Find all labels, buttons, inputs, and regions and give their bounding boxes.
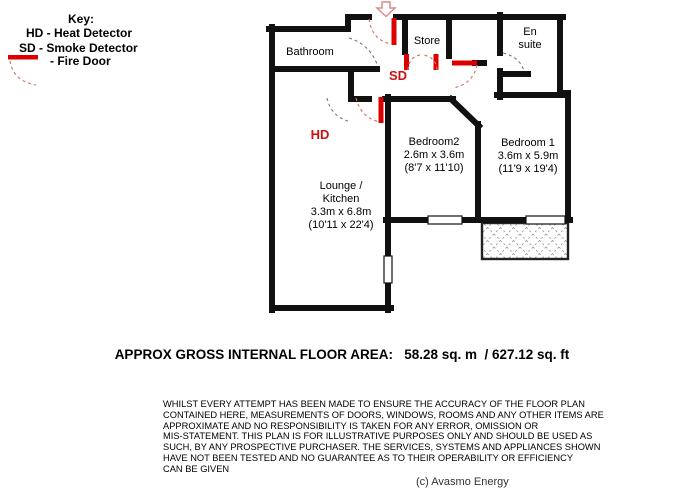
fire-door-entrance — [392, 18, 397, 45]
disclaimer-line: MIS-STATEMENT. THIS PLAN IS FOR ILLUSTRATIVE PURPOSES ONLY AND SHOULD BE USED AS — [163, 431, 593, 442]
room-label-ensuite-line1: En — [523, 26, 537, 38]
arc-entrance-door — [369, 19, 391, 44]
room-label-bedroom2 — [394, 136, 474, 175]
room-label-bedroom1 — [487, 137, 569, 176]
room-label-store: Store — [413, 35, 441, 47]
arc-lounge-door — [327, 98, 348, 121]
disclaimer-line: APPROXIMATE AND NO RESPONSIBILITY IS TAKEN FOR ANY ERROR, OMISSION OR — [163, 420, 539, 431]
window-bedroom1 — [526, 216, 565, 224]
key-item-heat-detector: HD - Heat Detector — [26, 26, 133, 40]
fire-door-corridor — [452, 61, 477, 66]
bedroom2-dims-ft: (8'7 x 11'10) — [404, 162, 464, 174]
key-title: Key: — [68, 12, 95, 26]
key-item-smoke-detector: SD - Smoke Detector — [19, 41, 138, 55]
bedroom2-name: Bedroom2 — [408, 136, 460, 148]
arc-bathroom-door — [349, 38, 377, 64]
disclaimer-line: SUCH, BY ANY PROSPECTIVE PURCHASER. THE SERVICES, SYSTEMS AND APPLIANCES SHOWN — [163, 442, 601, 453]
window-bedroom2 — [428, 216, 462, 224]
disclaimer-block — [163, 399, 604, 475]
disclaimer-line: CAN BE GIVEN — [163, 463, 230, 474]
key-fire-door-line — [8, 55, 38, 60]
disclaimer-line: HAVE NOT BEEN TESTED AND NO GUARANTEE AS TO THEIR OPERABILITY OR EFFICIENCY — [163, 452, 574, 463]
lounge-name-line2: Kitchen — [322, 193, 360, 205]
lounge-dims-ft: (10'11 x 22'4) — [308, 219, 374, 231]
fire-door-bedroom2 — [379, 97, 384, 123]
lounge-name-line1: Lounge / — [319, 180, 363, 192]
key-fire-door-arc — [10, 61, 36, 85]
wall-bedroom2-diagonal — [451, 99, 479, 126]
room-label-ensuite — [501, 26, 559, 52]
balcony-hatched-area — [482, 223, 568, 259]
window-lounge — [384, 256, 392, 283]
room-label-bathroom: Bathroom — [286, 46, 334, 58]
room-label-ensuite-line2: suite — [518, 39, 542, 51]
floor-area-title: APPROX GROSS INTERNAL FLOOR AREA: 58.28 sq. m / 627.12 sq. ft — [114, 347, 570, 362]
copyright-text: (c) Avasmo Energy — [416, 476, 509, 488]
arc-ensuite-door — [503, 53, 524, 71]
bedroom1-name: Bedroom 1 — [501, 137, 555, 149]
key-item-fire-door: - Fire Door — [50, 54, 111, 68]
bedroom1-dims-m: 3.6m x 5.9m — [497, 150, 559, 162]
bedroom2-dims-m: 2.6m x 3.6m — [403, 149, 465, 161]
entrance-arrow-icon — [377, 2, 395, 17]
door-arcs — [327, 38, 524, 121]
disclaimer-line: CONTAINED HERE, MEASUREMENTS OF DOORS, WINDOWS, ROOMS AND ANY OTHER ITEMS ARE — [163, 409, 604, 420]
arc-corridor-door — [453, 65, 477, 88]
disclaimer-line: WHILST EVERY ATTEMPT HAS BEEN MADE TO ENSURE THE ACCURACY OF THE FLOOR PLAN — [163, 399, 585, 409]
room-label-lounge-kitchen — [298, 180, 384, 232]
smoke-detector-marker: SD — [388, 68, 408, 83]
lounge-dims-m: 3.3m x 6.8m — [310, 206, 372, 218]
heat-detector-marker: HD — [310, 127, 330, 142]
bedroom1-dims-ft: (11'9 x 19'4) — [498, 163, 558, 175]
